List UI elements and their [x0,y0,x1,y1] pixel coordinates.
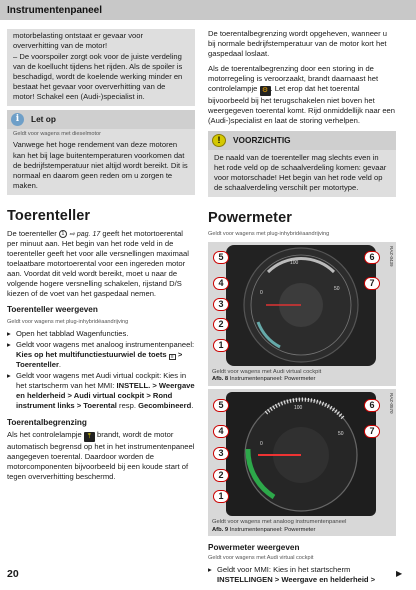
limit-text-b: brandt, wordt de motor automatisch begrensd op het in het instrumentenpaneel aangegeven toerental. Daardoor worden de motorcomponenten bijvoorbeeld bij een koude start of tegen oververhitting beschermd. [7,430,195,482]
right-para-2 [208,64,396,126]
toerenteller-intro [7,229,195,299]
step-2-intro: Geldt voor wagens met analoog instrumentenpaneel: [16,340,195,350]
callout-5: 5 [213,399,229,412]
figure-8-caption [208,369,396,386]
figure-8-image [208,242,396,369]
menu-button-icon: ≡ [169,354,176,360]
warning-continuation-box [7,29,195,106]
note-text: Vanwege het hoge rendement van deze motoren kan het bij lage buitentemperaturen voorkomen dat de bedrijfstemperatuur niet altijd wordt bereikt. Dit is normaal en daarom geen reden om u zorgen te maken. [13,140,188,190]
figure-8-title: Instrumentenpaneel: Powermeter [229,376,316,383]
continue-arrow-icon: ▶ [396,569,403,578]
scale-label: 50 [338,430,344,437]
powermeter-step-1 [208,565,396,585]
figure-9-label: Afb. 9 [212,526,229,533]
rpm-limit-warning-lamp-icon: ⤒ [84,432,95,442]
figure-9-code: RAZ-0570 [389,392,394,414]
subheading-powermeter-weergeven: Powermeter weergeven [208,543,300,553]
figure-8-code: RAZ-0439 [389,245,394,267]
scale-label: 0 [260,289,263,296]
right-para-2a: Als de toerentalbegrenzing door een storing in de motorregeling is veroorzaakt, brandt daarnaast het controlelampje [208,64,379,94]
step-2-action: Kies op het multifunctiestuurwiel de toets [16,350,167,360]
callout-3: 3 [213,447,229,460]
callout-3: 3 [213,298,229,311]
callout-1: 1 [213,339,229,352]
powermeter-applies: Geldt voor wagens met plug-inhybridéaandrijving [208,231,330,238]
figure-9-title: Instrumentenpaneel: Powermeter [229,526,316,533]
callout-4: 4 [213,425,229,438]
scale-label: 0 [260,440,263,447]
header-title: Instrumentenpaneel [7,5,103,16]
step-3-resp: resp. [119,401,136,411]
intro-post: geeft het motortoerental per minuut aan. Het begin van het rode veld in de toerenteller geeft het voor alle versnellingen maximaal toelaatbare motortoerental voor een ingereden motor aan. Voordat dit veld wordt bereikt, moet u naar de volgende hogere versnelling schakelen, rijstand D/S kiezen of de voet van het gaspedaal nemen. [7,228,189,298]
figure-8-applies: Geldt voor wagens met Audi virtual cockpit [212,368,322,375]
step-2-target: > Toerenteller [16,350,183,370]
figure-9-title-line [212,527,392,535]
callout-4: 4 [213,277,229,290]
callout-6: 6 [364,399,380,412]
figure-8-title-line [212,376,392,384]
limit-text [7,430,195,482]
caution-text: De naald van de toerenteller mag slechts even in het rode veld op de schaalverdeling komen: gevaar voor motorschade! Het begin van het rode veld op de schaalverdeling verschilt per motortype. [214,153,387,193]
callout-6: 6 [364,251,380,264]
section-title-powermeter: Powermeter [208,210,293,227]
callout-1: 1 [213,490,229,503]
caution-box [208,150,396,197]
step-3-option: Gecombineerd [138,401,192,411]
page-reference-link[interactable]: ⇨ pag. 17 [69,230,101,238]
subheading-toerentalbegrenzing: Toerentalbegrenzing [7,418,87,428]
scale-label: 50 [334,285,340,292]
caution-header [208,131,396,150]
callout-5: 5 [213,251,229,264]
figure-9-applies: Geldt voor wagens met analoog instrumentenpaneel [212,518,347,525]
page-number: 20 [7,568,19,580]
step-3 [7,371,195,411]
callout-2: 2 [213,318,229,331]
callout-7: 7 [364,425,380,438]
callout-2: 2 [213,469,229,482]
callout-7: 7 [364,277,380,290]
left-column [7,29,195,487]
step-2 [7,340,195,370]
right-para-2b: . Let erop dat het toerental bijvoorbeeld bij het terugschakelen niet boven het weergegeven toerental komt. Rijd onmiddellijk naar een (Audi-)specialist en laat de storing verhelpen. [208,84,395,126]
intro-pre: De toerenteller [7,228,57,238]
page-header [0,0,416,20]
powermeter-step-intro: Geldt voor MMI: Kies in het startscherm [217,565,351,575]
section-title-toerenteller: Toerenteller [7,207,91,224]
powermeter-sub-applies: Geldt voor wagens met Audi virtual cockpit [208,555,314,562]
limit-text-a: Als het controlelampje [7,430,82,440]
scale-label: 100 [290,259,299,266]
right-column [208,29,396,586]
figure-9-image [208,389,396,519]
step-2-end: . [58,360,62,370]
steps-list [7,329,195,411]
step-1: ▸ Open het tabblad Wagenfuncties. [7,329,195,339]
warning-continuation-text: motorbelasting ontstaat er gevaar voor oververhitting van de motor! [13,31,144,51]
subheading-toerenteller-weergeven: Toerenteller weergeven [7,305,98,315]
step-3-end: . [191,401,194,411]
sub1-applies: Geldt voor wagens met plug-inhybridéaandrijving [7,318,129,325]
caution-label: VOORZICHTIG [233,135,291,146]
engine-control-lamp-icon: ⚙ [260,86,271,96]
figure-9-caption [208,519,396,536]
step-3-intro: Geldt voor wagens met Audi virtual cockpit: Kies in het startscherm van het MMI: [16,371,187,391]
note-label: Let op [31,114,56,125]
note-box [7,129,195,194]
note-header [7,110,195,129]
scale-label: 100 [294,404,303,411]
powermeter-step-path: INSTELLINGEN > Weergave en helderheid > [217,575,376,585]
figure-8-label: Afb. 8 [212,376,229,383]
right-para-1: De toerentalbegrenzing wordt opgeheven, wanneer u bij normale bedrijfstemperatuur van de motor kort het gaspedaal loslaat. [208,29,387,59]
warning-icon: ! [212,134,226,147]
info-icon: i [11,113,24,126]
step-3-path: INSTELL. > Weergave en helderheid > Audi virtual cockpit > Rond instrument links > Toerental [16,381,195,411]
callout-ref-1: 1 [59,230,67,238]
note-applies: Geldt voor wagens met dieselmotor [13,131,101,138]
powermeter-steps [208,565,396,585]
warning-bullet-text: – De voorspoiler zorgt ook voor de juiste verdeling van de koellucht tijdens het rijden. Als de spoiler is beschadigd, wordt de koelende werking minder en bestaat het gevaar voor oververhitting van de motor! Schakel een (Audi-)specialist in. [13,52,183,102]
